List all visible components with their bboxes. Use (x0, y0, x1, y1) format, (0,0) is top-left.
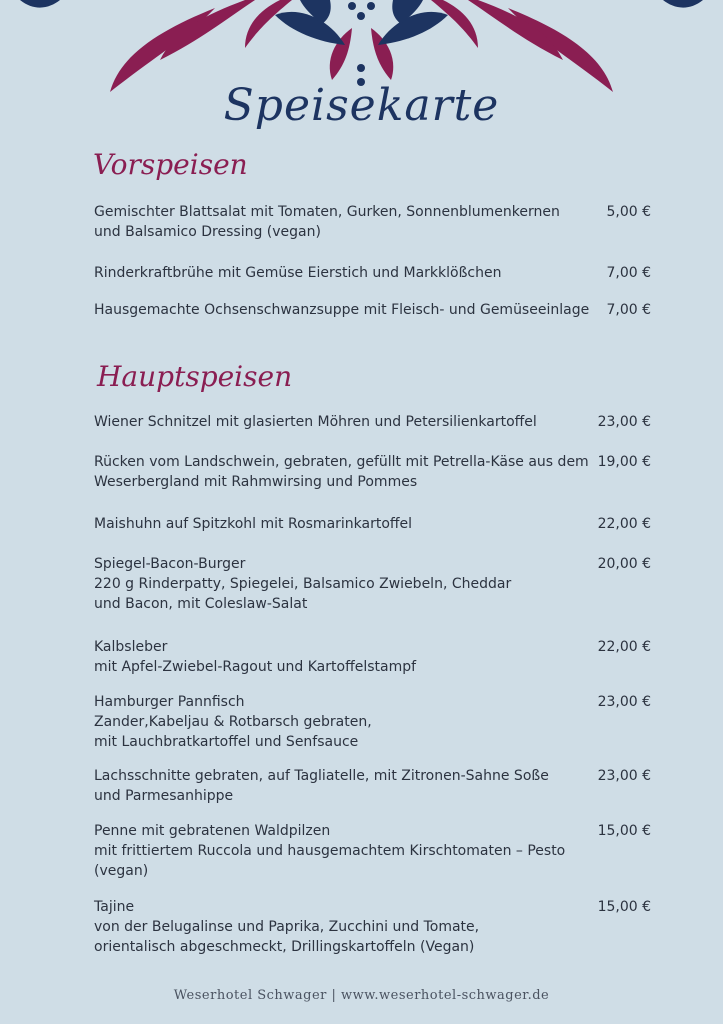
menu-item-description (94, 897, 574, 957)
section-title: Vorspeisen (93, 148, 248, 181)
menu-item-description (94, 202, 574, 242)
menu-item-price: 20,00 € (597, 556, 651, 572)
menu-item-line: Maishuhn auf Spitzkohl mit Rosmarinkartoffel (94, 516, 413, 532)
menu-item-line: orientalisch abgeschmeckt, Drillingskartoffeln (Vegan) (94, 939, 475, 955)
menu-item-line: und Parmesanhippe (94, 788, 234, 804)
menu-item (94, 766, 654, 806)
menu-item-description (94, 554, 574, 614)
menu-item-price: 5,00 € (606, 204, 651, 220)
menu-item-line: (vegan) (94, 863, 149, 879)
menu-item-price: 15,00 € (597, 899, 651, 915)
page-title: Speisekarte (223, 80, 500, 131)
menu-item-description (94, 692, 574, 752)
menu-item (94, 452, 654, 492)
menu-item-line: Hamburger Pannfisch (94, 694, 245, 710)
menu-item (94, 412, 654, 432)
menu-item-description (94, 514, 574, 534)
menu-item (94, 514, 654, 534)
menu-item (94, 554, 654, 614)
menu-item-price: 23,00 € (597, 694, 651, 710)
menu-item (94, 821, 654, 881)
menu-item-description (94, 300, 590, 320)
menu-item-line: und Balsamico Dressing (vegan) (94, 224, 321, 240)
menu-item-price: 23,00 € (597, 414, 651, 430)
menu-item (94, 897, 654, 957)
menu-item-price: 23,00 € (597, 768, 651, 784)
menu-item-price: 19,00 € (597, 454, 651, 470)
menu-item-description (94, 452, 589, 492)
menu-item-price: 7,00 € (606, 302, 651, 318)
menu-item-line: Rücken vom Landschwein, gebraten, gefüllt mit Petrella-Käse aus dem (94, 454, 589, 470)
menu-item-line: Spiegel-Bacon-Burger (94, 556, 246, 572)
menu-item-description (94, 821, 574, 881)
menu-item-line: mit Lauchbratkartoffel und Senfsauce (94, 734, 359, 750)
menu-item-line: Wiener Schnitzel mit glasierten Möhren und Petersilienkartoffel (94, 414, 537, 430)
menu-item-line: Lachsschnitte gebraten, auf Tagliatelle, mit Zitronen-Sahne Soße (94, 768, 549, 784)
menu-item-description (94, 766, 574, 806)
menu-item-line: und Bacon, mit Coleslaw-Salat (94, 596, 308, 612)
menu-item-line: Kalbsleber (94, 639, 168, 655)
menu-item (94, 637, 654, 677)
menu-item-description (94, 412, 574, 432)
menu-item-line: mit Apfel-Zwiebel-Ragout und Kartoffelstampf (94, 659, 417, 675)
menu-item-line: Gemischter Blattsalat mit Tomaten, Gurken, Sonnenblumenkernen (94, 204, 560, 220)
menu-item-price: 22,00 € (597, 516, 651, 532)
menu-item-price: 22,00 € (597, 639, 651, 655)
menu-item-line: von der Belugalinse und Paprika, Zucchini und Tomate, (94, 919, 480, 935)
menu-item-line: Rinderkraftbrühe mit Gemüse Eierstich und Markklößchen (94, 265, 502, 281)
menu-item-line: Penne mit gebratenen Waldpilzen (94, 823, 331, 839)
menu-item-price: 7,00 € (606, 265, 651, 281)
menu-item-description (94, 637, 574, 677)
footer: Weserhotel Schwager | www.weserhotel-schwager.de (173, 988, 550, 1003)
section-title: Hauptspeisen (97, 360, 293, 393)
menu-item-line: mit frittiertem Ruccola und hausgemachtem Kirschtomaten – Pesto (94, 843, 566, 859)
menu-item-line: Tajine (94, 899, 135, 915)
menu-item-line: Hausgemachte Ochsenschwanzsuppe mit Fleisch- und Gemüseeinlage (94, 302, 590, 318)
menu-item (94, 202, 654, 242)
menu-item-description (94, 263, 574, 283)
menu-item-line: Weserbergland mit Rahmwirsing und Pommes (94, 474, 418, 490)
menu-item (94, 263, 654, 283)
menu-item-price: 15,00 € (597, 823, 651, 839)
menu-item (94, 300, 654, 320)
menu-item (94, 692, 654, 752)
menu-item-line: Zander,Kabeljau & Rotbarsch gebraten, (94, 714, 372, 730)
menu-item-line: 220 g Rinderpatty, Spiegelei, Balsamico Zwiebeln, Cheddar (94, 576, 512, 592)
